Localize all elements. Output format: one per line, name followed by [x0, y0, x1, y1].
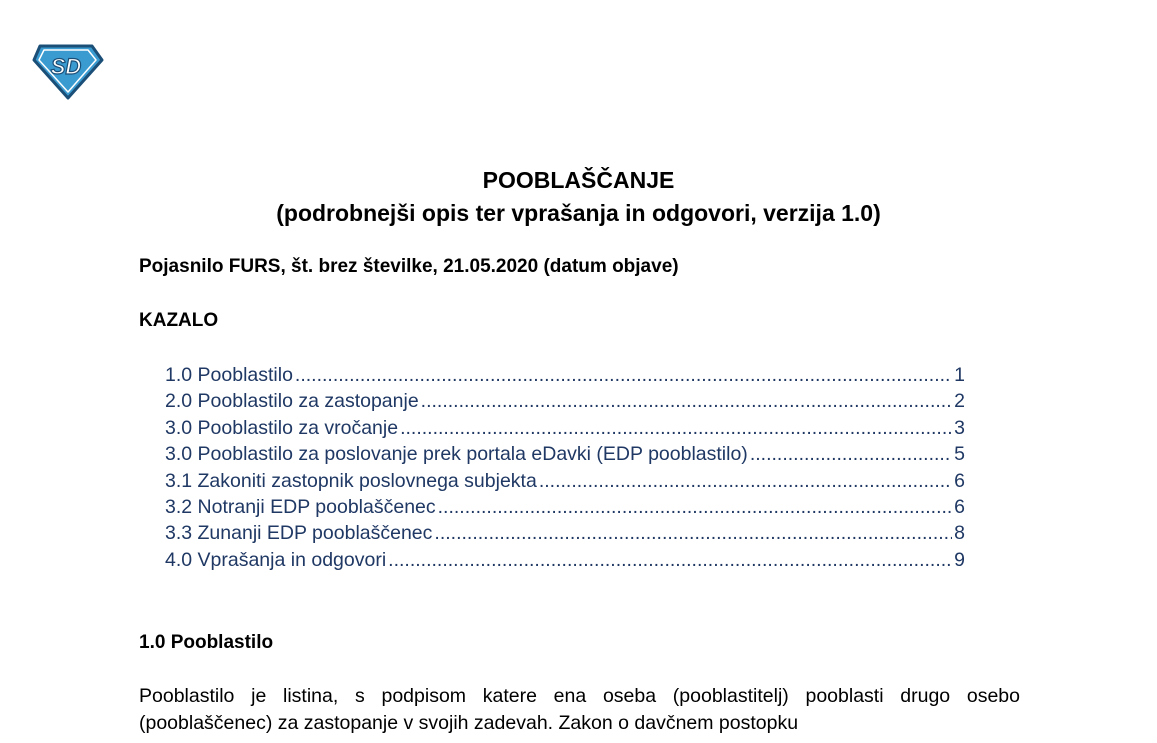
toc-item-page: 5 — [954, 443, 965, 466]
toc-item-label: 4.0 Vprašanja in odgovori — [165, 548, 387, 571]
toc-item-pooblastilo-za-vrocanje[interactable] — [165, 415, 965, 441]
toc-item-label: 3.2 Notranji EDP pooblaščenec — [165, 495, 436, 518]
toc-leader-dots — [295, 362, 952, 388]
toc-item-vprasanja-in-odgovori[interactable] — [165, 547, 965, 573]
toc-item-zakoniti-zastopnik[interactable] — [165, 468, 965, 494]
document-meta: Pojasnilo FURS, št. brez številke, 21.05.2020 (datum objave) — [139, 256, 679, 277]
toc-item-page: 9 — [954, 548, 965, 571]
toc-item-label: 3.3 Zunanji EDP pooblaščenec — [165, 522, 433, 545]
document-subtitle: (podrobnejši opis ter vprašanja in odgovori, verzija 1.0) — [276, 200, 881, 226]
toc-leader-dots — [388, 547, 952, 573]
toc-heading: KAZALO — [139, 310, 219, 331]
toc-leader-dots — [434, 520, 952, 546]
table-of-contents — [165, 362, 965, 573]
toc-item-page: 3 — [954, 416, 965, 439]
sd-logo-icon — [30, 40, 104, 100]
toc-item-page: 2 — [954, 390, 965, 413]
toc-item-zunanji-edp[interactable] — [165, 520, 965, 546]
toc-item-page: 6 — [954, 495, 965, 518]
toc-leader-dots — [539, 468, 952, 494]
toc-item-label: 2.0 Pooblastilo za zastopanje — [165, 390, 419, 413]
toc-leader-dots — [750, 441, 952, 467]
toc-item-edp-pooblastilo[interactable] — [165, 441, 965, 467]
toc-leader-dots — [438, 494, 953, 520]
toc-item-label: 3.0 Pooblastilo za poslovanje prek portala eDavki (EDP pooblastilo) — [165, 443, 748, 466]
section-paragraph: Pooblastilo je listina, s podpisom katere ena oseba (pooblastitelj) pooblasti drugo osebo (pooblaščenec) za zastopanje v svojih zadevah. Zakon o davčnem postopku — [139, 685, 1020, 734]
toc-item-label: 3.1 Zakoniti zastopnik poslovnega subjekta — [165, 469, 537, 492]
logo-text: SD — [50, 54, 82, 79]
toc-leader-dots — [400, 415, 952, 441]
toc-item-pooblastilo-za-zastopanje[interactable] — [165, 388, 965, 414]
section-heading: 1.0 Pooblastilo — [139, 632, 274, 653]
toc-item-page: 1 — [954, 364, 965, 386]
toc-item-page: 6 — [954, 469, 965, 492]
toc-item-label: 1.0 Pooblastilo — [165, 364, 293, 386]
document-title: POOBLAŠČANJE — [482, 167, 675, 193]
toc-item-label: 3.0 Pooblastilo za vročanje — [165, 416, 399, 439]
toc-item-notranji-edp[interactable] — [165, 494, 965, 520]
toc-item-page: 8 — [954, 522, 965, 545]
toc-item-pooblastilo[interactable] — [165, 362, 965, 388]
toc-leader-dots — [421, 388, 952, 414]
